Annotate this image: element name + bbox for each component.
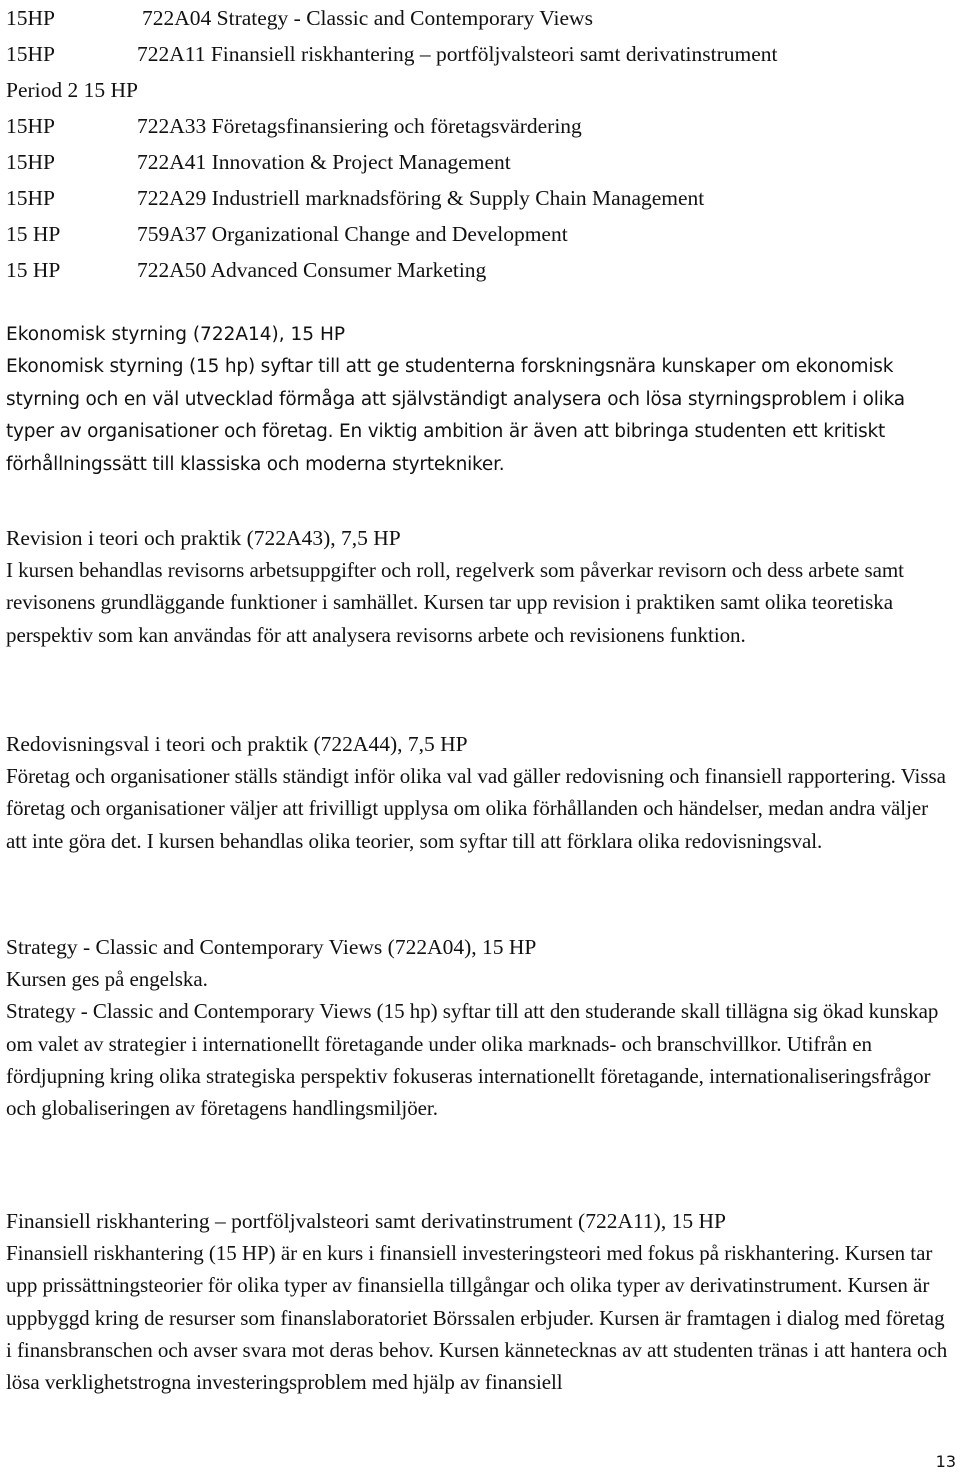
section-title: Redovisningsval i teori och praktik (722A44), 7,5 HP [6, 732, 468, 756]
course-credits: 15HP [6, 114, 55, 138]
section-body [6, 1237, 954, 1398]
section-ekonomisk-styrning [6, 318, 954, 481]
course-name: 722A29 Industriell marknadsföring & Supply Chain Management [137, 186, 705, 210]
section-finansiell-riskhantering [6, 1205, 954, 1398]
course-row [6, 252, 946, 288]
course-credits: 15HP [6, 186, 55, 210]
course-row [6, 216, 946, 252]
period-heading [6, 72, 946, 108]
course-row [6, 36, 946, 72]
course-credits: 15 HP [6, 258, 61, 282]
course-name: 722A04 Strategy - Classic and Contemporary Views [142, 6, 593, 30]
section-paragraph: I kursen behandlas revisorns arbetsuppgifter och roll, regelverk som påverkar revisorn och dess arbete samt revisonens grundläggande funktioner i samhället. Kursen tar upp revision i praktiken samt olika teoretiska perspektiv som kan användas för att analysera revisorns arbete och revisionens funktion. [6, 558, 904, 647]
course-credits: 15HP [6, 150, 55, 174]
section-revision [6, 522, 954, 651]
course-row [6, 180, 946, 216]
course-name: 759A37 Organizational Change and Development [137, 222, 568, 246]
course-row [6, 108, 946, 144]
section-note: Kursen ges på engelska. [6, 967, 208, 991]
section-title: Ekonomisk styrning (722A14), 15 HP [6, 324, 346, 345]
page-number: 13 [935, 1452, 956, 1471]
course-row [6, 144, 946, 180]
section-body [6, 760, 954, 857]
section-paragraph: Strategy - Classic and Contemporary Views (15 hp) syftar till att den studerande skall tillägna sig ökad kunskap om valet av strategier i internationellt företagande under olika marknads- och branschvillkor. Utifrån en fördjupning kring olika strategiska perspektiv fokuseras internationellt företagande, internationaliseringsfrågor och globaliseringen av företagens handlingsmiljöer. [6, 999, 939, 1121]
course-row [6, 0, 946, 36]
course-list [6, 0, 946, 288]
section-strategy [6, 931, 954, 1124]
section-redovisningsval [6, 728, 954, 857]
course-name: 722A11 Finansiell riskhantering – portföljvalsteori samt derivatinstrument [137, 42, 778, 66]
section-title: Strategy - Classic and Contemporary Views (722A04), 15 HP [6, 935, 537, 959]
course-name: 722A50 Advanced Consumer Marketing [137, 258, 487, 282]
course-credits: 15 HP [6, 222, 61, 246]
course-name: 722A33 Företagsfinansiering och företagsvärdering [137, 114, 582, 138]
section-title: Revision i teori och praktik (722A43), 7,5 HP [6, 526, 401, 550]
section-body [6, 554, 954, 651]
course-name: 722A41 Innovation & Project Management [137, 150, 511, 174]
section-paragraph: Ekonomisk styrning (15 hp) syftar till att ge studenterna forskningsnära kunskaper om ekonomisk styrning och en väl utvecklad förmåga att självständigt analysera och lösa styrningsproblem i olika typer av organisationer och företag. En viktig ambition är även att bibringa studenten ett kritiskt förhållningssätt till klassiska och moderna styrtekniker. [6, 356, 905, 475]
section-paragraph: Finansiell riskhantering (15 HP) är en kurs i finansiell investeringsteori med fokus på riskhantering. Kursen tar upp prissättningsteorier för olika typer av finansiella tillgångar och olika typer av derivatinstrument. Kursen är uppbyggd kring de resurser som finanslaboratoriet Börssalen erbjuder. Kursen är framtagen i dialog med företag i finansbranschen och avser svara mot deras behov. Kursen kännetecknas av att studenten tränas i att hantera och lösa verklighetstrogna investeringsproblem med hjälp av finansiell [6, 1241, 948, 1395]
section-paragraph: Företag och organisationer ställs ständigt inför olika val vad gäller redovisning och finansiell rapportering. Vissa företag och organisationer väljer att frivilligt upplysa om olika förhållanden och händelser, medan andra väljer att inte göra det. I kursen behandlas olika teorier, som syftar till att förklara olika redovisningsval. [6, 764, 946, 853]
course-credits: 15HP [6, 6, 55, 30]
section-body [6, 963, 954, 1124]
course-credits: 15HP [6, 42, 55, 66]
section-body [6, 351, 954, 481]
section-title: Finansiell riskhantering – portföljvalsteori samt derivatinstrument (722A11), 15 HP [6, 1209, 726, 1233]
period-label: Period 2 15 HP [6, 78, 138, 102]
